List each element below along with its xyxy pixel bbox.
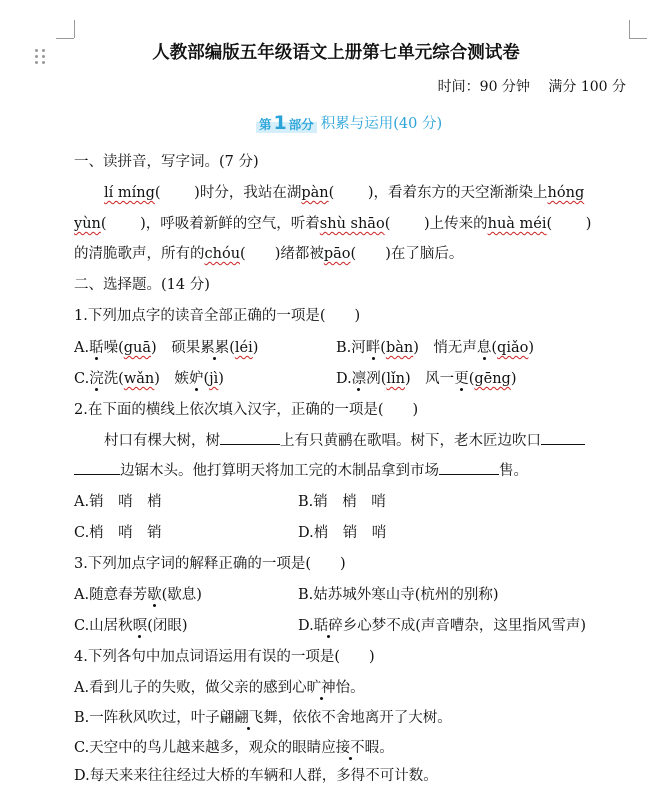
text-segment: ) [528, 340, 535, 356]
crop-mark-top-left-v [74, 20, 75, 38]
option-label: B.河 [336, 340, 366, 356]
text-segment: 噪( [103, 340, 124, 356]
option-4a [74, 676, 365, 697]
fill-blank[interactable] [220, 443, 280, 445]
fill-blank[interactable] [541, 443, 585, 445]
fill-blank[interactable] [439, 473, 499, 475]
text-segment: 村口有棵大树，树 [104, 433, 220, 449]
part-header [256, 111, 442, 133]
text-segment: 杭州的别称) [420, 587, 499, 603]
text-segment: ( [229, 340, 235, 356]
option-1d [336, 367, 517, 388]
pinyin: gēng [474, 371, 511, 387]
text-segment: ) 嫉 [154, 371, 189, 387]
dotted-char: 累累 [200, 340, 230, 356]
text-segment: B.姑苏城外寒山寺( [298, 587, 421, 603]
fill-blank[interactable] [74, 473, 120, 475]
text-segment: ( )在了脑后。 [350, 246, 464, 262]
text-segment: ) 硕果 [151, 340, 201, 356]
pinyin-prompt: hóng [547, 185, 585, 201]
sub-question-2-passage-1 [104, 429, 585, 450]
dotted-phrase: 心旷神怡 [292, 680, 351, 696]
text-segment: C.天空中的鸟儿越来越多，观众的眼睛 [74, 740, 322, 756]
option-1c [74, 367, 224, 388]
dotted-char: 聒碎 [313, 618, 343, 634]
sub-question-4-stem: 4.下列各句中加点词语运用有误的一项是( ) [74, 649, 375, 665]
pinyin-prompt: lí míng [104, 185, 155, 201]
part-badge [256, 113, 317, 133]
option-4d: D.每天来来往往经过大桥的车辆和人群，多得不可计数。 [74, 768, 438, 784]
dotted-char: 更 [454, 371, 469, 387]
sub-question-2-passage-2 [74, 459, 528, 480]
question-1-line-3 [74, 242, 463, 263]
dotted-char: 浣 [89, 371, 104, 387]
option-label: C. [74, 371, 90, 387]
pinyin: qiǎo [497, 340, 529, 356]
pinyin: jì [209, 371, 219, 387]
text-segment: 。 [350, 680, 365, 696]
pinyin: wǎn [123, 371, 155, 387]
dotted-char: 凛 [351, 371, 367, 387]
option-label: A. [74, 340, 90, 356]
time-limit: 时间：90 分钟 [437, 79, 530, 95]
pinyin-prompt: yùn [74, 216, 101, 232]
text-segment: ) [510, 371, 517, 387]
dotted-phrase: 翩翩飞舞 [219, 710, 278, 726]
text-segment: ) [252, 340, 259, 356]
text-segment: ( )，看着东方的天空渐渐染上 [328, 185, 548, 201]
question-1-line-1 [104, 181, 584, 202]
part-number: 1 [273, 112, 287, 134]
part-prefix: 第 [259, 117, 272, 132]
pinyin: guā [123, 340, 152, 356]
crop-mark-top-right-v [629, 20, 630, 38]
part-suffix: 部分 [288, 117, 314, 132]
pinyin: lǐn [386, 371, 406, 387]
text-segment: ，依依不舍地离开了大树。 [277, 710, 452, 726]
text-segment: 乡心梦不成(声音嘈杂，这里指风雪声) [342, 618, 587, 634]
text-segment: 边锯木头。他打算明天将加工完的木制品拿到市场 [120, 463, 439, 479]
option-4b [74, 706, 452, 727]
text-segment: ( )绪都被 [240, 246, 324, 262]
text-segment: 冽( [366, 371, 387, 387]
text-segment: ) 风一 [405, 371, 455, 387]
option-3d [298, 614, 586, 635]
dotted-char: 畔 [365, 340, 381, 356]
dotted-phrase: 应接不暇 [321, 740, 380, 756]
dotted-char: 暝 [132, 618, 148, 634]
option-3a [74, 583, 202, 604]
option-2b: B.销 梢 哨 [298, 494, 386, 510]
pinyin-prompt: shù shāo [319, 216, 385, 232]
text-segment: D. [298, 618, 314, 634]
text-segment: A.看到儿子的失败，做父亲的感到 [74, 680, 293, 696]
pinyin-prompt: pàn [301, 185, 329, 201]
text-segment: 上有只黄鹂在歌唱。树下，老木匠边吹口 [280, 433, 541, 449]
dotted-char: 息 [476, 340, 492, 356]
text-segment: (歇息) [161, 587, 202, 603]
option-3c [74, 614, 188, 635]
text-segment: ( )上传来的 [384, 216, 488, 232]
text-segment: A.随意春芳 [74, 587, 148, 603]
sub-question-2-stem: 2.在下面的横线上依次填入汉字，正确的一项是( ) [74, 402, 419, 418]
pinyin: léi [234, 340, 253, 356]
pinyin-prompt: pāo [323, 246, 351, 262]
text-segment: 。 [379, 740, 394, 756]
option-3b [298, 583, 499, 604]
text-segment: ( )时分，我站在湖 [154, 185, 302, 201]
exam-meta [424, 76, 626, 96]
text-segment: ( [203, 371, 210, 387]
option-4c [74, 736, 394, 757]
text-segment: ( ) [546, 216, 592, 232]
dotted-char: 聒 [89, 340, 104, 356]
sub-question-3-stem: 3.下列加点字词的解释正确的一项是( ) [74, 556, 346, 572]
text-segment: ( [380, 340, 386, 356]
option-2c: C.梢 哨 销 [74, 525, 162, 541]
page-title: 人教部编版五年级语文上册第七单元综合测试卷 [152, 43, 520, 63]
text-segment: (闭眼) [147, 618, 188, 634]
dotted-char: 歇 [147, 587, 162, 603]
option-2d: D.梢 销 哨 [298, 525, 387, 541]
sub-question-1-stem: 1.下列加点字的读音全部正确的一项是( ) [74, 308, 361, 324]
question-2-heading: 二、选择题。(14 分) [74, 277, 210, 293]
dotted-char: 妒 [188, 371, 204, 387]
option-label: D. [336, 371, 352, 387]
text-segment: ( [468, 371, 475, 387]
text-segment: ( [491, 340, 498, 356]
option-1a [74, 336, 258, 357]
full-score: 满分 100 分 [548, 79, 626, 95]
pinyin: bàn [385, 340, 414, 356]
text-segment: ) 悄无声 [413, 340, 477, 356]
text-segment: ( )，呼吸着新鲜的空气，听着 [100, 216, 320, 232]
option-2a: A.销 哨 梢 [74, 494, 162, 510]
pinyin-prompt: huà méi [487, 216, 547, 232]
question-1-line-2 [74, 212, 591, 233]
text-segment: B.一阵秋风吹过，叶子 [74, 710, 220, 726]
option-1b [336, 336, 534, 357]
question-1-heading: 一、读拼音，写字词。(7 分) [74, 154, 259, 170]
text-segment: 洗( [103, 371, 124, 387]
pinyin-prompt: chóu [204, 246, 241, 262]
part-title: 积累与运用(40 分) [320, 116, 443, 132]
text-segment: ) [218, 371, 224, 387]
text-segment: C.山居秋 [74, 618, 133, 634]
text-segment: 的清脆歌声，所有的 [74, 246, 205, 262]
text-segment: 售。 [499, 463, 528, 479]
